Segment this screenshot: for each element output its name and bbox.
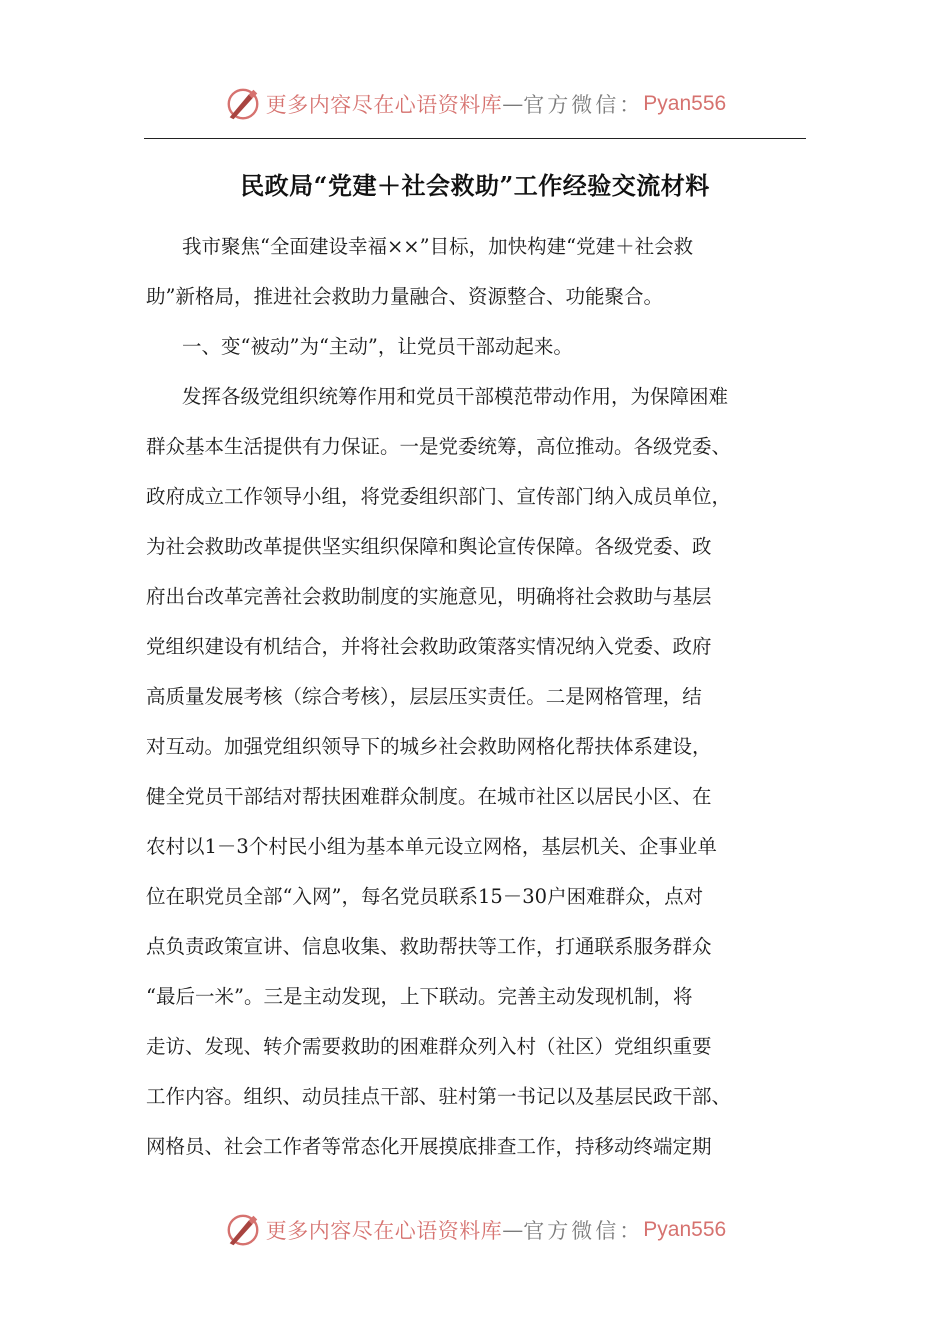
body-line: 农村以1－3个村民小组为基本单元设立网格，基层机关、企事业单 — [146, 835, 717, 858]
header-banner-id: Pyan556 — [643, 92, 727, 115]
body-line: 我市聚焦“全面建设幸福××”目标，加快构建“党建＋社会救 — [182, 235, 694, 258]
body-line: 政府成立工作领导小组，将党委组织部门、宣传部门纳入成员单位， — [146, 485, 732, 508]
header-banner-text: 更多内容尽在心语资料库 — [265, 93, 503, 117]
body-line: 位在职党员全部“入网”，每名党员联系15－30户困难群众，点对 — [146, 885, 704, 908]
header-banner — [0, 82, 950, 126]
header-divider — [144, 138, 806, 139]
body-line: 工作内容。组织、动员挂点干部、驻村第一书记以及基层民政干部、 — [146, 1085, 732, 1108]
footer-banner-id: Pyan556 — [643, 1218, 727, 1241]
pen-circle-logo-icon — [224, 1211, 262, 1249]
footer-banner — [0, 1208, 950, 1252]
body-line: 对互动。加强党组织领导下的城乡社会救助网格化帮扶体系建设， — [146, 735, 712, 758]
section-heading: 一、变“被动”为“主动”，让党员干部动起来。 — [182, 335, 573, 358]
document-body — [146, 222, 808, 1172]
body-line: 助”新格局，推进社会救助力量融合、资源整合、功能聚合。 — [146, 285, 663, 308]
body-line: 为社会救助改革提供坚实组织保障和舆论宣传保障。各级党委、政 — [146, 535, 712, 558]
body-line: 发挥各级党组织统筹作用和党员干部模范带动作用，为保障困难 — [182, 385, 729, 408]
body-line: “最后一米”。三是主动发现，上下联动。完善主动发现机制，将 — [146, 985, 693, 1008]
body-line: 群众基本生活提供有力保证。一是党委统筹，高位推动。各级党委、 — [146, 435, 732, 458]
document-title: 民政局“党建＋社会救助”工作经验交流材料 — [240, 171, 710, 200]
footer-banner-separator: — — [502, 1218, 524, 1242]
body-line: 网格员、社会工作者等常态化开展摸底排查工作，持移动终端定期 — [146, 1135, 712, 1158]
header-banner-label: 官方微信： — [523, 93, 644, 117]
footer-banner-label: 官方微信： — [523, 1219, 644, 1243]
header-banner-separator: — — [502, 92, 524, 116]
body-line: 点负责政策宣讲、信息收集、救助帮扶等工作，打通联系服务群众 — [146, 935, 712, 958]
body-line: 党组织建设有机结合，并将社会救助政策落实情况纳入党委、政府 — [146, 635, 712, 658]
body-line: 高质量发展考核（综合考核），层层压实责任。二是网格管理，结 — [146, 685, 702, 708]
pen-circle-logo-icon — [224, 85, 262, 123]
body-line: 走访、发现、转介需要救助的困难群众列入村（社区）党组织重要 — [146, 1035, 712, 1058]
body-line: 健全党员干部结对帮扶困难群众制度。在城市社区以居民小区、在 — [146, 785, 712, 808]
footer-banner-text: 更多内容尽在心语资料库 — [265, 1219, 503, 1243]
body-line: 府出台改革完善社会救助制度的实施意见，明确将社会救助与基层 — [146, 585, 712, 608]
